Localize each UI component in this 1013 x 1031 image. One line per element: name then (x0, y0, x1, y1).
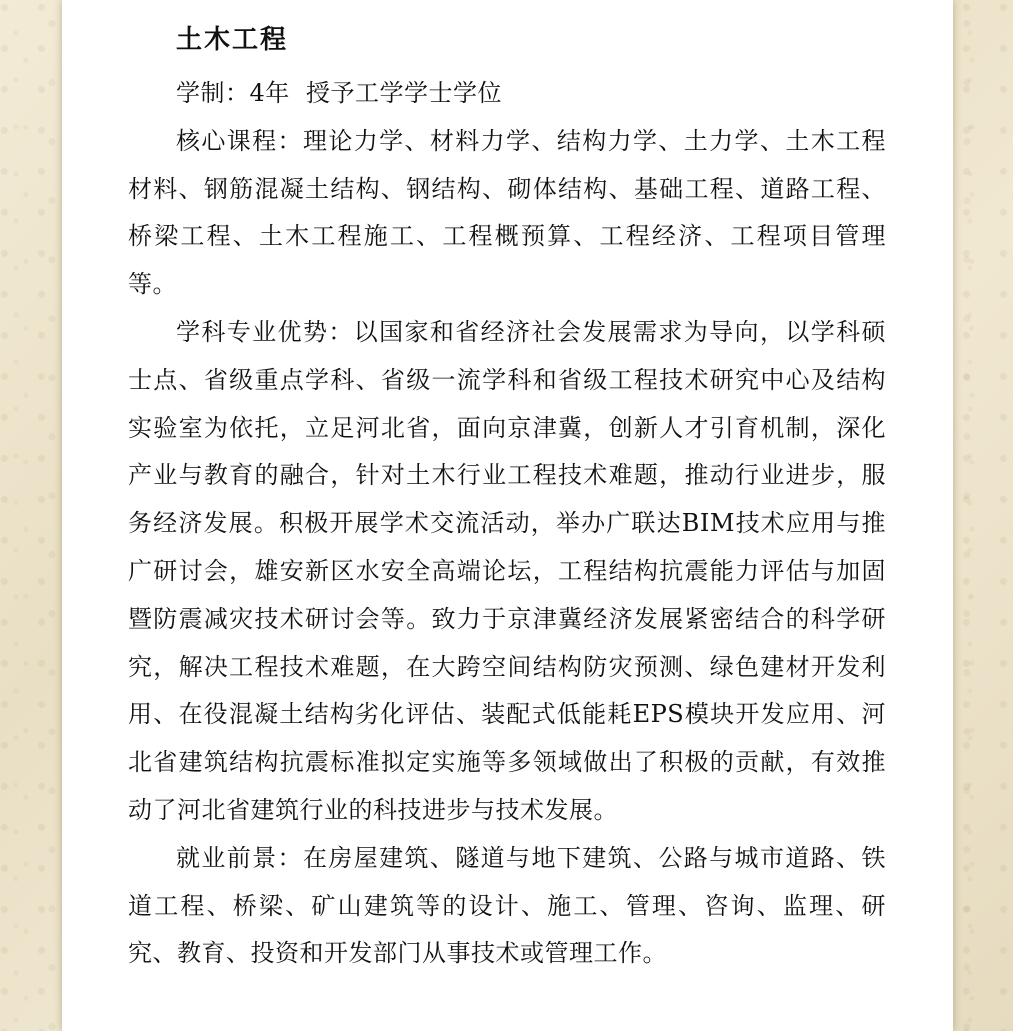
paragraph-discipline-advantages: 学科专业优势：以国家和省经济社会发展需求为导向，以学科硕士点、省级重点学科、省级一流学科和省级工程技术研究中心及结构实验室为依托，立足河北省，面向京津冀，创新人才引育机制，深化产业与教育的融合，针对土木行业工程技术难题，推动行业进步，服务经济发展。积极开展学术交流活动，举办广联达BIM技术应用与推广研讨会，雄安新区水安全高端论坛，工程结构抗震能力评估与加固暨防震减灾技术研讨会等。致力于京津冀经济发展紧密结合的科学研究，解决工程技术难题，在大跨空间结构防灾预测、绿色建材开发利用、在役混凝土结构劣化评估、装配式低能耗EPS模块开发应用、河北省建筑结构抗震标准拟定实施等多领域做出了积极的贡献，有效推动了河北省建筑行业的科技进步与技术发展。 (128, 317, 886, 824)
paragraph-employment-prospects: 就业前景：在房屋建筑、隧道与地下建筑、公路与城市道路、铁道工程、桥梁、矿山建筑等的设计、施工、管理、咨询、监理、研究、教育、投资和开发部门从事技术或管理工作。 (128, 843, 886, 968)
paragraph-duration-degree: 学制：4年 授予工学学士学位 (176, 79, 503, 107)
paragraph-core-courses: 核心课程：理论力学、材料力学、结构力学、土力学、土木工程材料、钢筋混凝土结构、钢结构、砌体结构、基础工程、道路工程、桥梁工程、土木工程施工、工程概预算、工程经济、工程项目管理等。 (128, 126, 886, 299)
major-title: 土木工程 (176, 25, 289, 55)
major-section (128, 0, 886, 978)
